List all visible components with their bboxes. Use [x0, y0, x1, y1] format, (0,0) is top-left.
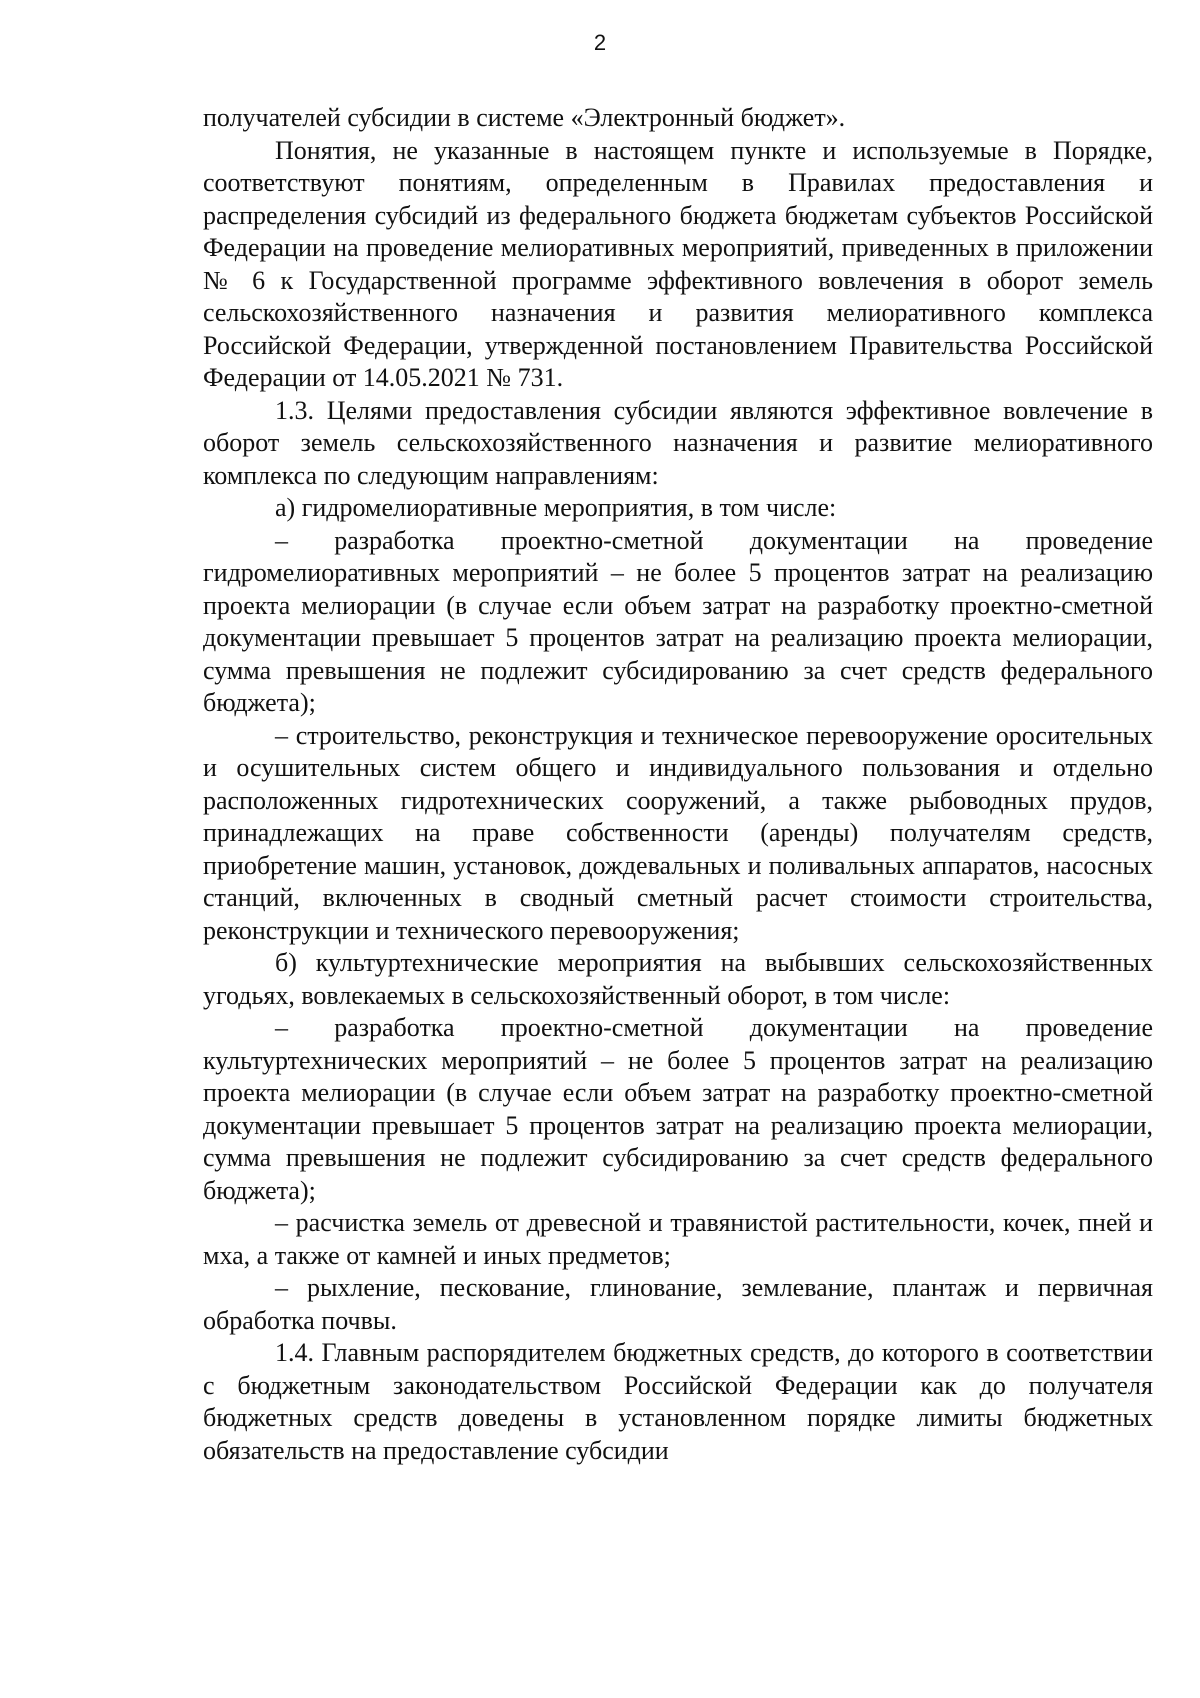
document-body — [203, 102, 1153, 1467]
paragraph-item-b-clearing: – расчистка земель от древесной и травянистой растительности, кочек, пней и мха, а также от камней и иных предметов; — [203, 1208, 1153, 1270]
paragraph-item-b-soil: – рыхление, пескование, глинование, землевание, плантаж и первичная обработка почвы. — [203, 1273, 1153, 1335]
paragraph-item-a-design: – разработка проектно-сметной документации на проведение гидромелиоративных мероприятий – не более 5 процентов затрат на реализацию проекта мелиорации (в случае если объем затрат на разработку проектно-сметной документации превышает 5 процентов затрат на реализацию проекта мелиорации, сумма превышения не подлежит субсидированию за счет средств федерального бюджета); — [203, 525, 1153, 717]
paragraph-1-3: 1.3. Целями предоставления субсидии являются эффективное вовлечение в оборот земель сельскохозяйственного назначения и развитие мелиоративного комплекса по следующим направлениям: — [203, 395, 1153, 490]
page-number: 2 — [593, 30, 607, 55]
paragraph-continuation: получателей субсидии в системе «Электронный бюджет». — [203, 103, 846, 132]
paragraph-item-b: б) культуртехнические мероприятия на выбывших сельскохозяйственных угодьях, вовлекаемых в сельскохозяйственный оборот, в том числе: — [203, 948, 1153, 1010]
paragraph-item-a: а) гидромелиоративные мероприятия, в том числе: — [275, 493, 837, 522]
paragraph-item-b-design: – разработка проектно-сметной документации на проведение культуртехнических мероприятий – не более 5 процентов затрат на реализацию проекта мелиорации (в случае если объем затрат на разработку проектно-сметной документации превышает 5 процентов затрат на реализацию проекта мелиорации, сумма превышения не подлежит субсидированию за счет средств федерального бюджета); — [203, 1013, 1153, 1205]
paragraph-definitions: Понятия, не указанные в настоящем пункте и используемые в Порядке, соответствуют понятиям, определенным в Правилах предоставления и распределения субсидий из федерального бюджета бюджетам субъектов Российской Федерации на проведение мелиоративных мероприятий, приведенных в приложении № 6 к Государственной программе эффективного вовлечения в оборот земель сельскохозяйственного назначения и развития мелиоративного комплекса Российской Федерации, утвержденной постановлением Правительства Российской Федерации от 14.05.2021 № 731. — [203, 135, 1153, 392]
paragraph-1-4: 1.4. Главным распорядителем бюджетных средств, до которого в соответствии с бюджетным законодательством Российской Федерации как до получателя бюджетных средств доведены в установленном порядке лимиты бюджетных обязательств на предоставление субсидии — [203, 1338, 1153, 1465]
paragraph-item-a-construction: – строительство, реконструкция и техническое перевооружение оросительных и осушительных систем общего и индивидуального пользования и отдельно расположенных гидротехнических сооружений, а также рыбоводных прудов, принадлежащих на праве собственности (аренды) получателям средств, приобретение машин, установок, дождевальных и поливальных аппаратов, насосных станций, включенных в сводный сметный расчет стоимости строительства, реконструкции и технического перевооружения; — [203, 720, 1153, 945]
